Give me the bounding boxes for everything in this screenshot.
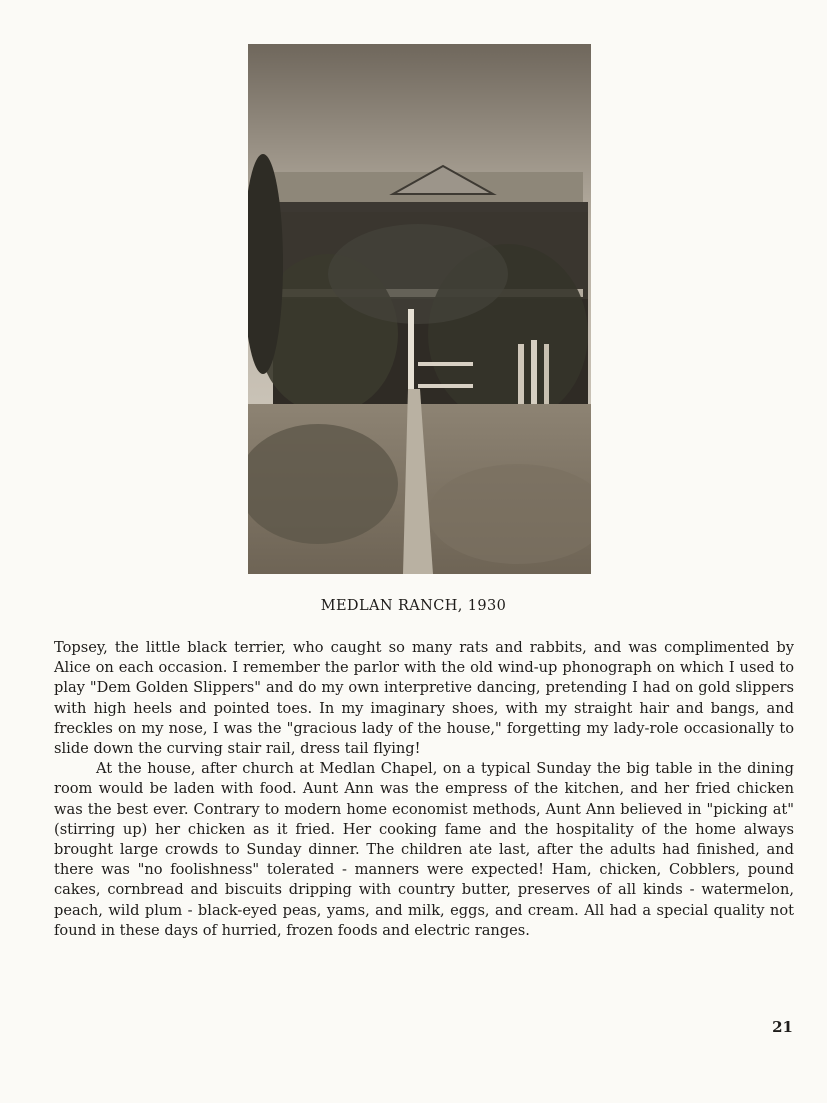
house-photo-icon xyxy=(248,44,591,574)
photo-caption: MEDLAN RANCH, 1930 xyxy=(320,598,507,614)
paragraph: Topsey, the little black terrier, who caught so many rats and rabbits, and was complimented by Alice on each occasion. I remember the parlor with the old wind-up phonograph on which I used to play "Dem Golden Slippers" and do my own interpretive dancing, pretending I had on gold slippers with high heels and pointed toes. In my imaginary shoes, with my straight hair and bangs, and freckles on my nose, I was the "gracious lady of the house," forgetting my lady-role occasionally to slide down the curving stair rail, dress tail flying! xyxy=(54,639,794,758)
paragraph: At the house, after church at Medlan Chapel, on a typical Sunday the big table in the dining room would be laden with food. Aunt Ann was the empress of the kitchen, and her fried chicken was the best ever. Contrary to modern home economist methods, Aunt Ann believed in "picking at" (stirring up) her chicken as it fried. Her cooking fame and the hospitality of the home always brought large crowds to Sunday dinner. The children ate last, after the adults had finished, and there was "no foolishness" tolerated - manners were expected! Ham, chicken, Cobblers, pound cakes, cornbread and biscuits dripping with country butter, preserves of all kinds - watermelon, peach, wild plum - black-eyed peas, yams, and milk, eggs, and cream. All had a special quality not found in these days of hurried, frozen foods and electric ranges. xyxy=(54,760,794,939)
body-text xyxy=(54,638,794,941)
medlan-ranch-photo xyxy=(248,44,591,574)
page-number: 21 xyxy=(772,1018,793,1036)
